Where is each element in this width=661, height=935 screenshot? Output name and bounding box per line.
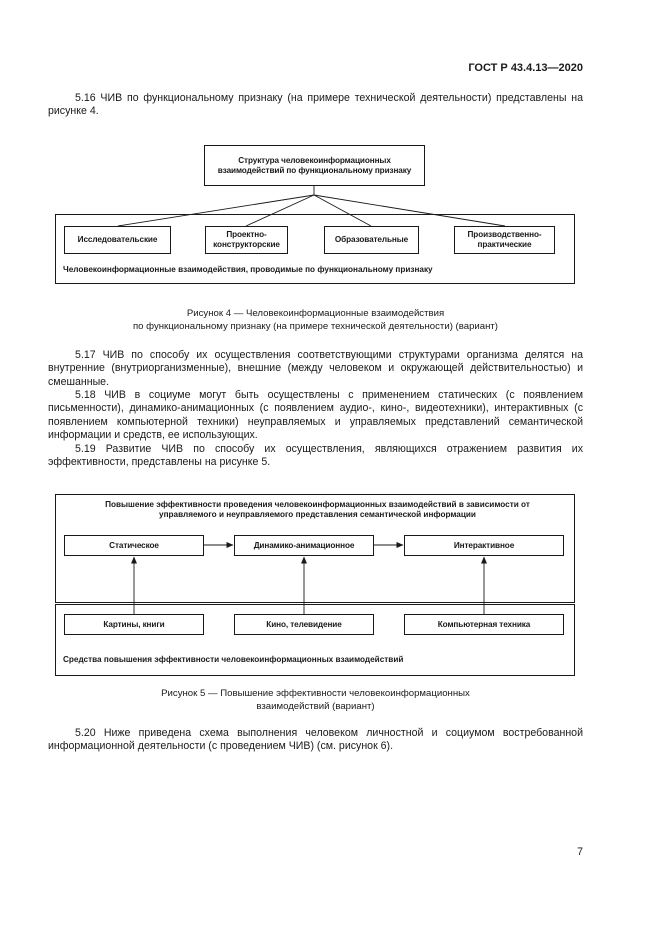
figure-5-caption-line2: взаимодействий (вариант) — [256, 700, 375, 712]
paragraph-5-20: 5.20 Ниже приведена схема выполнения человеком личностной и социумом востребованной информационной деятельности (с проведением ЧИВ) (см. рисунок 6). — [48, 727, 583, 753]
fig5-item-static: Статическое — [64, 535, 204, 556]
paragraph-5-17: 5.17 ЧИВ по способу их осуществления соответствующими структурами организма делятся на внутренние (внутриорганизменные), внешние (между человеком и окружающей действительностью) и смешанные. — [48, 349, 583, 388]
figure-5-caption — [48, 688, 583, 713]
fig4-top-box: Структура человекоинформационных взаимодействий по функциональному признаку — [204, 145, 425, 186]
fig4-frame-label: Человекоинформационные взаимодействия, проводимые по функциональному признаку — [63, 265, 433, 274]
fig5-item-computer: Компьютерная техника — [404, 614, 564, 635]
fig5-bottom-frame-label: Средства повышения эффективности человекоинформационных взаимодействий — [63, 655, 404, 664]
fig4-item-production: Производственно-практические — [454, 226, 555, 254]
fig5-item-dynamic: Динамико-анимационное — [234, 535, 374, 556]
figure-5-caption-line1: Рисунок 5 — Повышение эффективности человекоинформационных — [161, 688, 470, 699]
figure-4-caption-line2: по функциональному признаку (на примере технической деятельности) (вариант) — [132, 320, 498, 332]
fig4-item-research: Исследовательские — [64, 226, 171, 254]
paragraph-5-16: 5.16 ЧИВ по функциональному признаку (на примере технической деятельности) представлены на рисунке 4. — [48, 92, 583, 118]
paragraph-5-19: 5.19 Развитие ЧИВ по способу их осуществления, являющихся отражением развития их эффективности, представлены на рисунке 5. — [48, 443, 583, 469]
fig4-item-education: Образовательные — [324, 226, 419, 254]
fig5-item-books: Картины, книги — [64, 614, 204, 635]
fig5-top-frame-label: Повышение эффективности проведения человекоинформационных взаимодействий в зависимости от управляемого и неуправляемого представления семантической информации — [105, 500, 530, 519]
fig4-item-design: Проектно-конструкторские — [205, 226, 288, 254]
fig5-item-cinema: Кино, телевидение — [234, 614, 374, 635]
figure-4-caption-line1: Рисунок 4 — Человекоинформационные взаимодействия — [186, 308, 445, 319]
fig5-item-interactive: Интерактивное — [404, 535, 564, 556]
standard-header: ГОСТ Р 43.4.13—2020 — [468, 62, 583, 74]
paragraph-5-18: 5.18 ЧИВ в социуме могут быть осуществлены с применением статических (с появлением письменности), динамико-анимационных (с появлением аудио-, кино-, видеотехники), интерактивных (с появлением компьютерной техники) неуправляемых и управляемых представлений семантической информации и средств, ее использующих. — [48, 389, 583, 442]
page-number: 7 — [577, 846, 583, 858]
